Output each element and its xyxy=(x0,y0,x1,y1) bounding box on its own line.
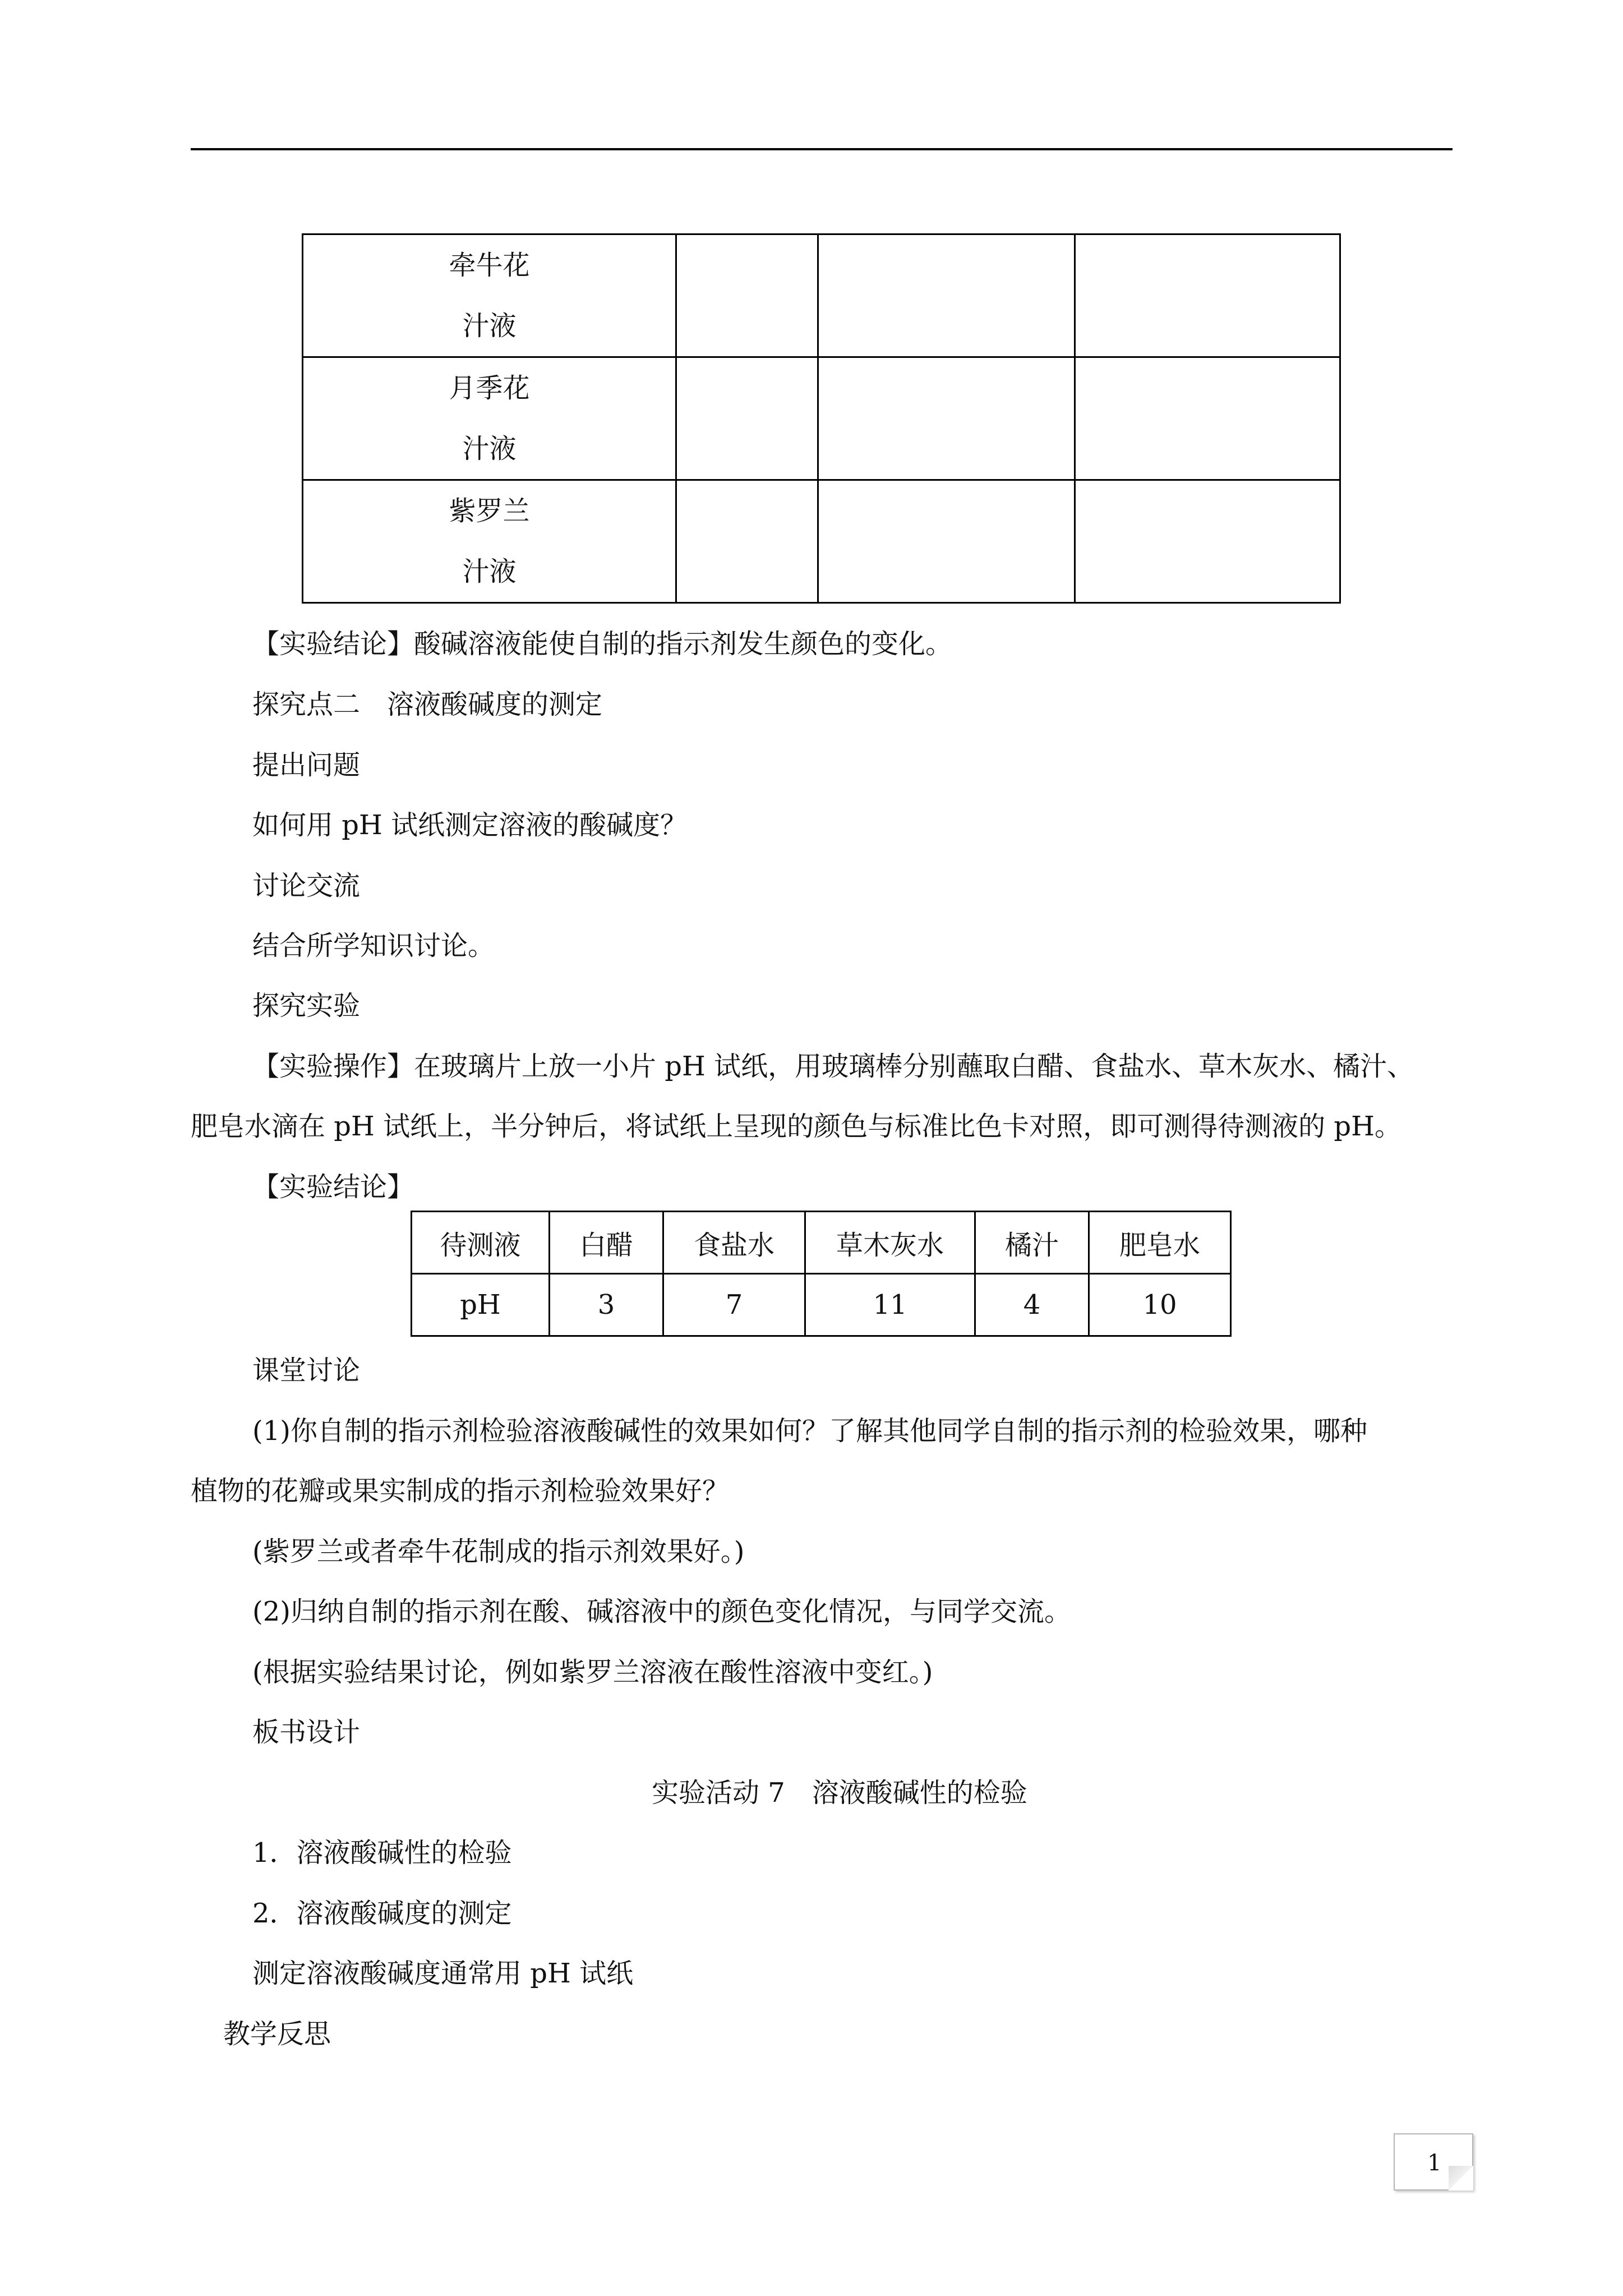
section-heading: 探究点二 溶液酸碱度的测定 xyxy=(252,689,603,720)
table-row xyxy=(412,1274,1231,1336)
table-cell xyxy=(303,480,676,603)
header-cell: 草木灰水 xyxy=(805,1212,975,1274)
table-cell: 3 xyxy=(550,1274,663,1336)
question-1-line-1: (1)你自制的指示剂检验溶液酸碱性的效果如何？了解其他同学自制的指示剂的检验效果，哪种 xyxy=(252,1415,1367,1447)
table-cell xyxy=(303,357,676,480)
row-label: 汁液 xyxy=(462,310,517,342)
indicator-table xyxy=(302,233,1341,604)
subheading-discuss: 讨论交流 xyxy=(252,870,361,901)
board-item-2-note: 测定溶液酸碱度通常用 pH 试纸 xyxy=(252,1958,634,1989)
table-cell xyxy=(676,234,818,357)
row-label: 汁液 xyxy=(462,556,517,587)
table-cell: pH xyxy=(412,1274,550,1336)
discuss-body: 结合所学知识讨论。 xyxy=(252,930,495,961)
row-label: 月季花 xyxy=(449,372,530,404)
table-row xyxy=(303,357,1340,480)
subheading-board-design: 板书设计 xyxy=(252,1717,361,1748)
board-title: 实验活动 7 溶液酸碱性的检验 xyxy=(652,1777,1027,1809)
question-2: (2)归纳自制的指示剂在酸、碱溶液中的颜色变化情况，与同学交流。 xyxy=(252,1596,1071,1627)
table-row xyxy=(303,234,1340,357)
table-cell xyxy=(818,480,1075,603)
table-cell xyxy=(1075,357,1340,480)
table-cell xyxy=(1075,234,1340,357)
header-rule xyxy=(191,148,1453,150)
conclusion-1: 【实验结论】酸碱溶液能使自制的指示剂发生颜色的变化。 xyxy=(252,628,953,660)
table-cell xyxy=(303,234,676,357)
table-header-row xyxy=(412,1212,1231,1274)
table-row xyxy=(303,480,1340,603)
page-curl-icon xyxy=(1449,2166,1473,2191)
table-cell: 11 xyxy=(805,1274,975,1336)
operation-line-2: 肥皂水滴在 pH 试纸上，半分钟后，将试纸上呈现的颜色与标准比色卡对照，即可测得待测液的 pH。 xyxy=(191,1111,1401,1142)
board-item-2: 2．溶液酸碱度的测定 xyxy=(252,1898,512,1929)
header-cell: 橘汁 xyxy=(975,1212,1089,1274)
table-cell: 4 xyxy=(975,1274,1089,1336)
row-label: 牵牛花 xyxy=(449,250,530,281)
header-cell: 肥皂水 xyxy=(1089,1212,1231,1274)
board-item-1: 1．溶液酸碱性的检验 xyxy=(252,1837,512,1869)
subheading-class-discuss: 课堂讨论 xyxy=(252,1355,361,1386)
question-text: 如何用 pH 试纸测定溶液的酸碱度？ xyxy=(252,809,688,841)
table-cell: 10 xyxy=(1089,1274,1231,1336)
operation-line-1: 【实验操作】在玻璃片上放一小片 pH 试纸，用玻璃棒分别蘸取白醋、食盐水、草木灰水、橘汁、 xyxy=(252,1051,1414,1082)
row-label: 紫罗兰 xyxy=(449,495,530,527)
answer-1: (紫罗兰或者牵牛花制成的指示剂效果好。) xyxy=(252,1536,745,1567)
subheading-raise-question: 提出问题 xyxy=(252,749,361,781)
subheading-reflection: 教学反思 xyxy=(223,2018,331,2050)
header-cell: 食盐水 xyxy=(663,1212,805,1274)
header-cell: 待测液 xyxy=(412,1212,550,1274)
answer-2: (根据实验结果讨论，例如紫罗兰溶液在酸性溶液中变红。) xyxy=(252,1657,933,1688)
question-1-line-2: 植物的花瓣或果实制成的指示剂检验效果好？ xyxy=(191,1475,730,1507)
table-cell xyxy=(676,357,818,480)
table-cell xyxy=(818,234,1075,357)
page-number: 1 xyxy=(1427,2150,1442,2176)
table-cell xyxy=(1075,480,1340,603)
ph-table xyxy=(411,1211,1232,1337)
table-cell xyxy=(818,357,1075,480)
subheading-experiment: 探究实验 xyxy=(252,990,361,1022)
header-cell: 白醋 xyxy=(550,1212,663,1274)
page-number-box xyxy=(1394,2133,1473,2191)
conclusion-2: 【实验结论】 xyxy=(252,1171,414,1203)
table-cell: 7 xyxy=(663,1274,805,1336)
row-label: 汁液 xyxy=(462,433,517,464)
table-cell xyxy=(676,480,818,603)
